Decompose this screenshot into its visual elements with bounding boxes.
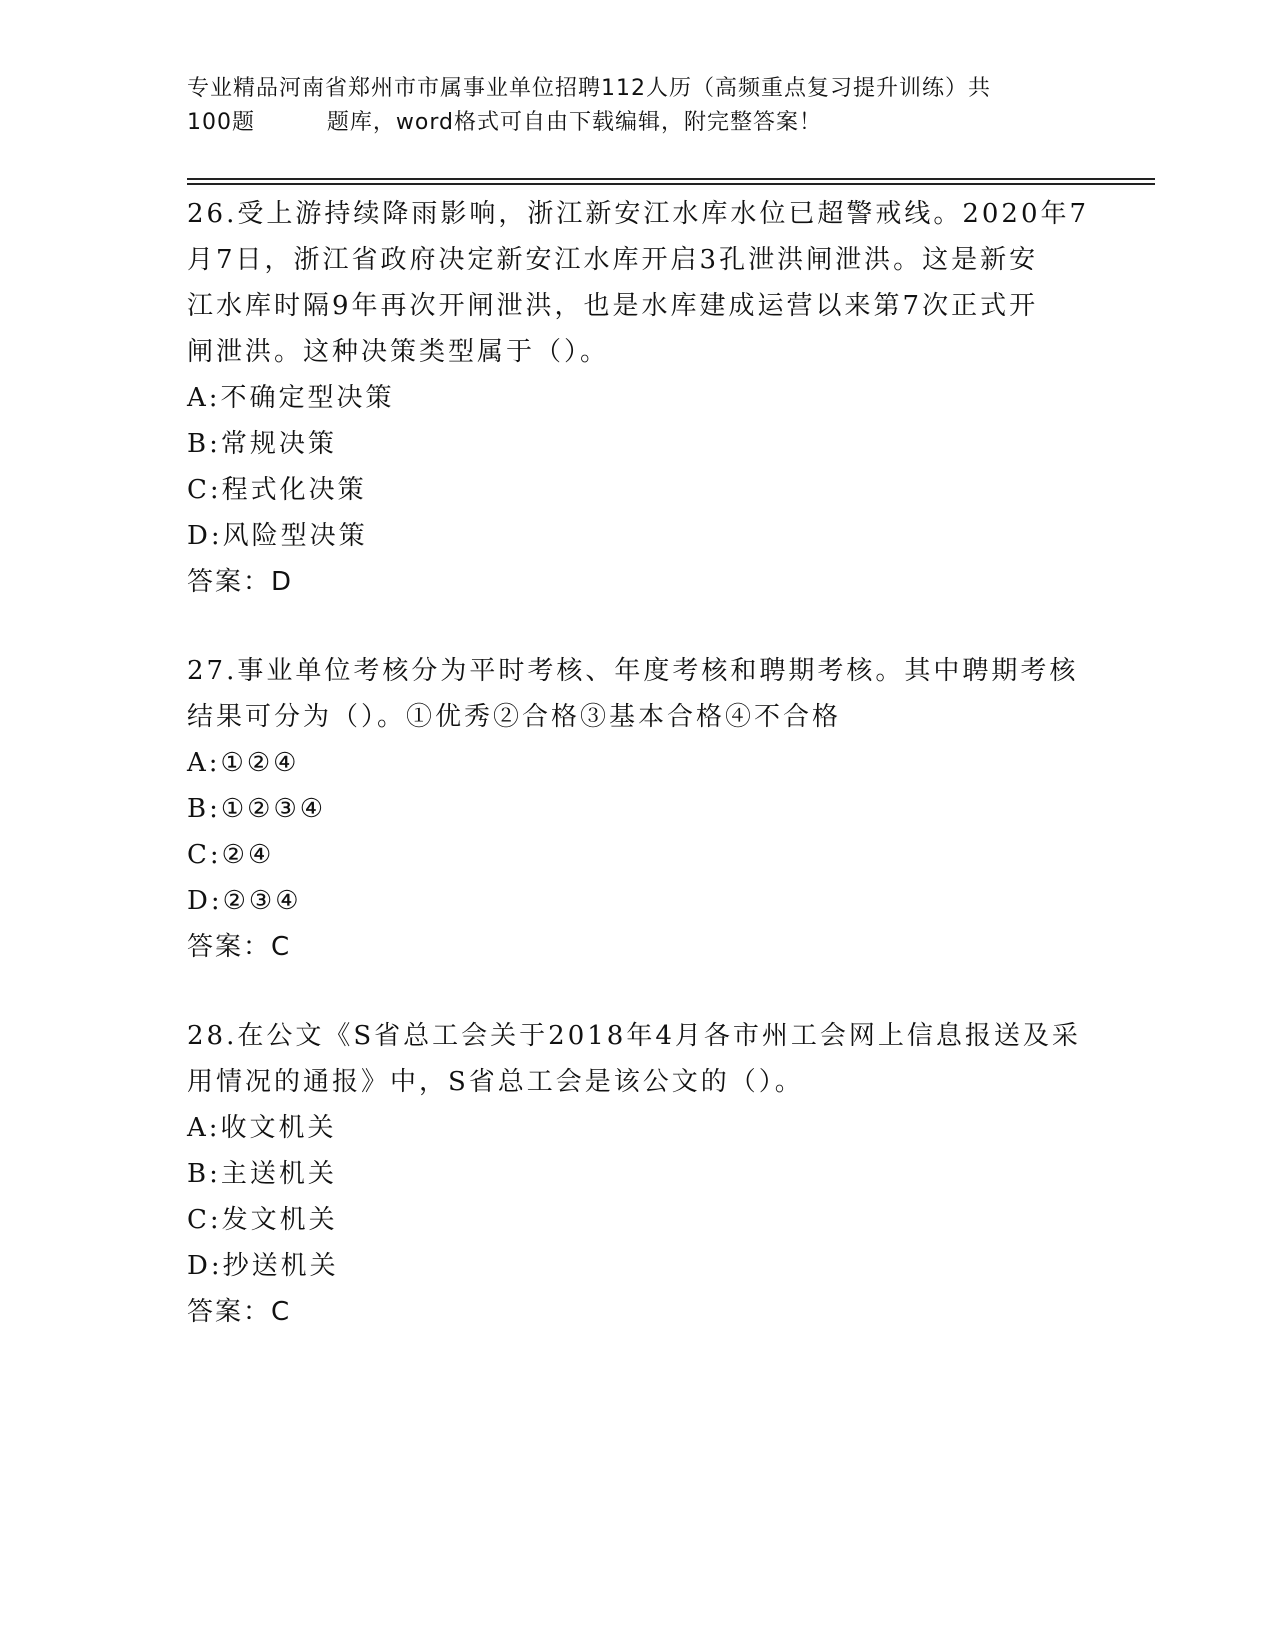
header-line-1: 专业精品河南省郑州市市属事业单位招聘112人历（高频重点复习提升训练）共 — [187, 76, 991, 101]
header-rule-bottom — [187, 183, 1155, 185]
question-stem-line: 27.事业单位考核分为平时考核、年度考核和聘期考核。其中聘期考核 — [187, 656, 1079, 686]
question-stem-line: 用情况的通报》中，S省总工会是该公文的（）。 — [187, 1067, 804, 1097]
header-line-2: 100题 题库，word格式可自由下载编辑，附完整答案！ — [187, 110, 823, 135]
question-stem-line: 月7日，浙江省政府决定新安江水库开启3孔泄洪闸泄洪。这是新安 — [187, 245, 1039, 275]
answer-line: 答案：D — [187, 567, 294, 597]
question-stem-line: 结果可分为（）。①优秀②合格③基本合格④不合格 — [187, 702, 842, 732]
document-header — [187, 72, 1087, 140]
question-stem-line: 26.受上游持续降雨影响，浙江新安江水库水位已超警戒线。2020年7 — [187, 199, 1090, 229]
option-d: D:②③④ — [187, 886, 302, 916]
option-b: B:①②③④ — [187, 794, 327, 824]
question-list — [187, 191, 1090, 1335]
question-stem-line: 闸泄洪。这种决策类型属于（）。 — [187, 337, 610, 367]
answer-line: 答案：C — [187, 932, 292, 962]
header-rule-top — [187, 178, 1155, 180]
question-28 — [187, 1013, 1087, 1335]
option-c: C:②④ — [187, 840, 275, 870]
option-d: D:抄送机关 — [187, 1251, 339, 1281]
question-stem-line: 28.在公文《S省总工会关于2018年4月各市州工会网上信息报送及采 — [187, 1021, 1081, 1051]
option-a: A:①②④ — [187, 748, 300, 778]
option-c: C:发文机关 — [187, 1205, 338, 1235]
option-a: A:收文机关 — [187, 1113, 337, 1143]
option-c: C:程式化决策 — [187, 475, 367, 505]
question-26 — [187, 191, 1090, 605]
option-b: B:常规决策 — [187, 429, 337, 459]
answer-line: 答案：C — [187, 1297, 292, 1327]
question-stem-line: 江水库时隔9年再次开闸泄洪，也是水库建成运营以来第7次正式开 — [187, 291, 1039, 321]
question-spacer — [187, 970, 1087, 1013]
option-d: D:风险型决策 — [187, 521, 368, 551]
question-27 — [187, 648, 1087, 970]
option-b: B:主送机关 — [187, 1159, 337, 1189]
question-spacer — [187, 605, 1087, 648]
option-a: A:不确定型决策 — [187, 383, 395, 413]
